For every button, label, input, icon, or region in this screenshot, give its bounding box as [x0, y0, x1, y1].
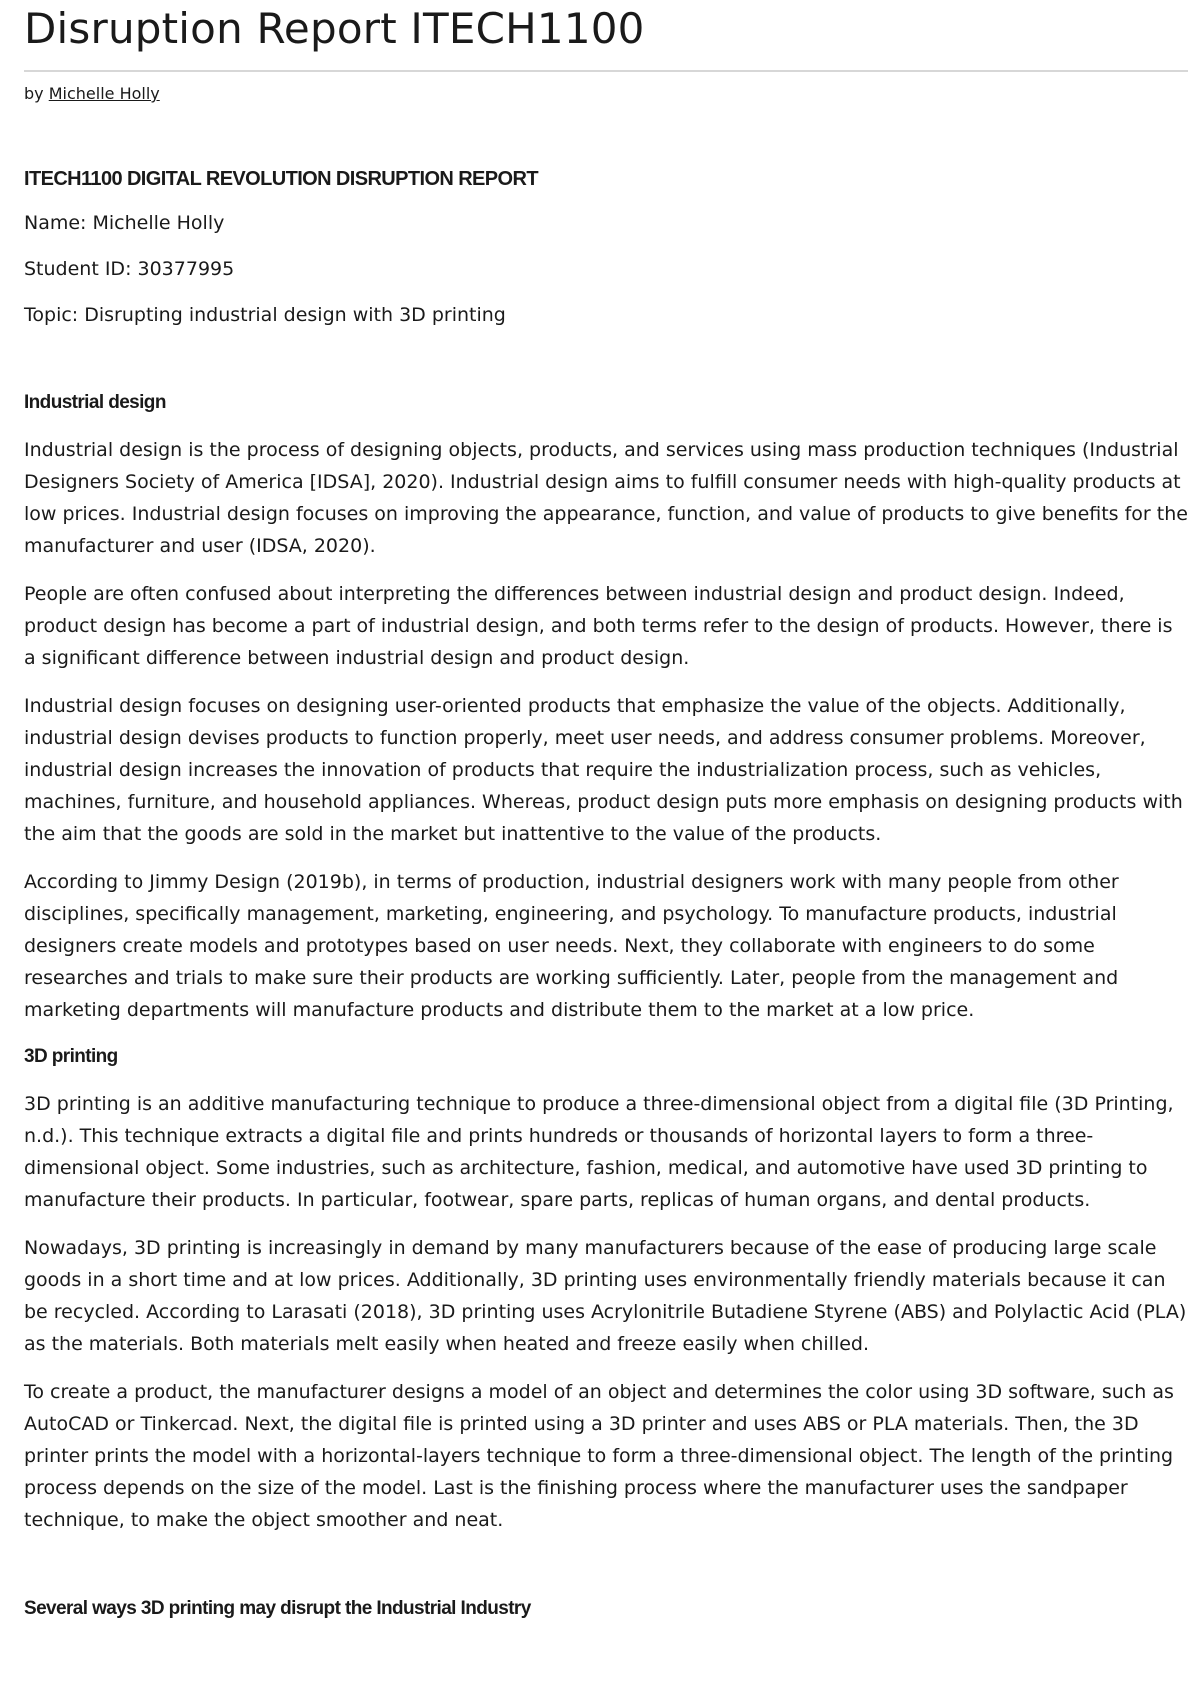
page-title: Disruption Report ITECH1100: [24, 4, 645, 53]
byline-prefix: by: [24, 84, 44, 103]
student-name: Name: Michelle Holly: [24, 212, 225, 234]
paragraph-industrial-design-2: People are often confused about interpreting the differences between industrial design and product design. Indeed, product design has become a part of industrial design, and both terms refer to the design of products. However, there is a significant difference between industrial design and product design.: [24, 583, 1173, 669]
title-divider: [24, 70, 1188, 72]
section-heading-3d-printing: 3D printing: [24, 1046, 118, 1067]
paragraph-industrial-design-1: Industrial design is the process of designing objects, products, and services using mass production techniques (Industrial Designers Society of America [IDSA], 2020). Industrial design aims to fulfill consumer needs with high-quality products at low prices. Industrial design focuses on improving the appearance, function, and value of products to give benefits for the manufacturer and user (IDSA, 2020).: [24, 439, 1188, 557]
paragraph-industrial-design-4: According to Jimmy Design (2019b), in terms of production, industrial designers work with many people from other disciplines, specifically management, marketing, engineering, and psychology. To manufacture products, industrial designers create models and prototypes based on user needs. Next, they collaborate with engineers to do some researches and trials to make sure their products are working sufficiently. Later, people from the management and marketing departments will manufacture products and distribute them to the market at a low price.: [24, 871, 1119, 1021]
author-link[interactable]: Michelle Holly: [48, 84, 160, 103]
paragraph-3d-printing-2: Nowadays, 3D printing is increasingly in demand by many manufacturers because of the ease of producing large scale goods in a short time and at low prices. Additionally, 3D printing uses environmentally friendly materials because it can be recycled. According to Larasati (2018), 3D printing uses Acrylonitrile Butadiene Styrene (ABS) and Polylactic Acid (PLA) as the materials. Both materials melt easily when heated and freeze easily when chilled.: [24, 1237, 1187, 1355]
student-id: Student ID: 30377995: [24, 258, 235, 280]
report-topic: Topic: Disrupting industrial design with 3D printing: [24, 304, 506, 326]
section-heading-industrial-design: Industrial design: [24, 392, 166, 413]
paragraph-3d-printing-3: To create a product, the manufacturer designs a model of an object and determines the color using 3D software, such as AutoCAD or Tinkercad. Next, the digital file is printed using a 3D printer and uses ABS or PLA materials. Then, the 3D printer prints the model with a horizontal-layers technique to form a three-dimensional object. The length of the printing process depends on the size of the model. Last is the finishing process where the manufacturer uses the sandpaper technique, to make the object smoother and neat.: [24, 1381, 1174, 1531]
report-heading: ITECH1100 DIGITAL REVOLUTION DISRUPTION REPORT: [24, 168, 538, 190]
section-heading-disruption: Several ways 3D printing may disrupt the Industrial Industry: [24, 1598, 531, 1619]
paragraph-industrial-design-3: Industrial design focuses on designing user-oriented products that emphasize the value of the objects. Additionally, industrial design devises products to function properly, meet user needs, and address consumer problems. Moreover, industrial design increases the innovation of products that require the industrialization process, such as vehicles, machines, furniture, and household appliances. Whereas, product design puts more emphasis on designing products with the aim that the goods are sold in the market but inattentive to the value of the products.: [24, 695, 1183, 845]
paragraph-3d-printing-1: 3D printing is an additive manufacturing technique to produce a three-dimensional object from a digital file (3D Printing, n.d.). This technique extracts a digital file and prints hundreds or thousands of horizontal layers to form a three-dimensional object. Some industries, such as architecture, fashion, medical, and automotive have used 3D printing to manufacture their products. In particular, footwear, spare parts, replicas of human organs, and dental products.: [24, 1093, 1174, 1211]
byline: [24, 82, 1176, 106]
